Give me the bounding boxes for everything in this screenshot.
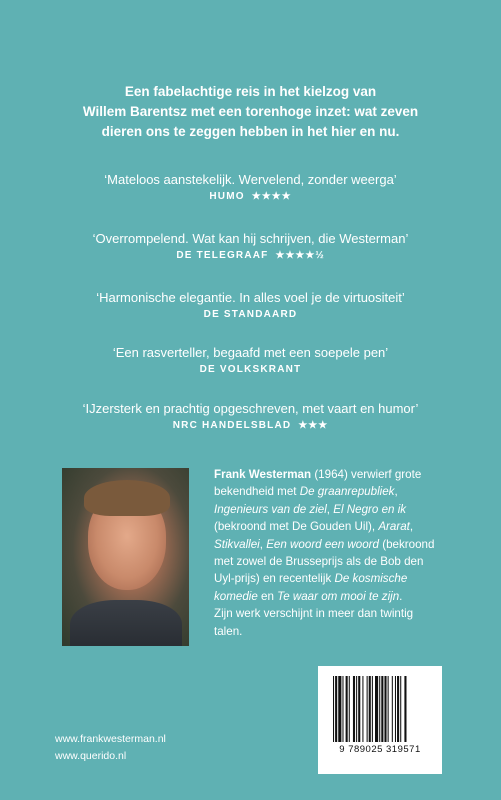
review-quote-volkskrant bbox=[20, 344, 481, 378]
author-bio: Frank Westerman (1964) verwierf grote bekendheid met De graanrepubliek, Ingenieurs van de ziel, El Negro en ik (bekroond met De Gouden Uil), Ararat, Stikvallei, Een woord een woord (bekroond met zowel de Brusseprijs als de Bob den Uyl-prijs) en recentelijk De kosmische komedie en Te waar om mooi te zijn. Zijn werk verschijnt in meer dan twintig talen. bbox=[214, 466, 436, 640]
barcode-bar bbox=[388, 676, 389, 742]
barcode-bar bbox=[372, 676, 373, 742]
quote-text: ‘Overrompelend. Wat kan hij schrijven, die Westerman’ bbox=[92, 231, 409, 246]
review-quote-humo bbox=[20, 171, 481, 205]
barcode-bar bbox=[400, 676, 401, 742]
book-title: De kosmische komedie bbox=[214, 572, 408, 603]
quote-source: NRC HANDELSBLAD bbox=[172, 420, 292, 431]
barcode-bar bbox=[392, 676, 393, 742]
book-title: Te waar om mooi te zijn bbox=[277, 589, 400, 603]
publisher-website-link[interactable]: www.querido.nl bbox=[55, 750, 127, 762]
rating-stars: ★★★★ bbox=[251, 191, 292, 202]
blurb-intro bbox=[40, 82, 461, 142]
book-title: Ararat bbox=[378, 520, 410, 534]
quote-source: HUMO bbox=[209, 191, 245, 202]
barcode-bar bbox=[384, 676, 386, 742]
review-quote-nrc bbox=[20, 400, 481, 434]
book-title: De graanrepubliek bbox=[299, 485, 395, 499]
barcode-bar bbox=[369, 676, 371, 742]
quote-source: DE VOLKSKRANT bbox=[199, 364, 302, 375]
quote-text: ‘Mateloos aanstekelijk. Wervelend, zonder weerga’ bbox=[104, 172, 397, 187]
book-title: Ingenieurs van de ziel bbox=[214, 502, 327, 516]
blurb-line: dieren ons te zeggen hebben in het hier en nu. bbox=[101, 124, 400, 139]
quote-text: ‘IJzersterk en prachtig opgeschreven, met vaart en humor’ bbox=[82, 401, 419, 416]
barcode-bar bbox=[397, 676, 399, 742]
barcode-bar bbox=[381, 676, 383, 742]
barcode-bar bbox=[367, 676, 368, 742]
barcode-bar bbox=[404, 676, 406, 742]
barcode-bars bbox=[333, 676, 427, 742]
barcode-bar bbox=[358, 676, 360, 742]
review-quote-standaard bbox=[20, 289, 481, 323]
rating-stars: ★★★ bbox=[298, 420, 329, 431]
barcode-bar bbox=[395, 676, 396, 742]
book-title: Een woord een woord bbox=[266, 537, 379, 551]
website-links bbox=[55, 731, 166, 765]
barcode-bar bbox=[349, 676, 350, 742]
author-website-link[interactable]: www.frankwesterman.nl bbox=[55, 733, 166, 745]
rating-stars: ★★★★½ bbox=[275, 250, 325, 261]
review-quote-telegraaf bbox=[20, 230, 481, 264]
barcode-bar bbox=[353, 676, 355, 742]
barcode-bar bbox=[335, 676, 337, 742]
barcode-bar bbox=[375, 676, 378, 742]
barcode-bar bbox=[342, 676, 343, 742]
book-title: El Negro en ik bbox=[333, 502, 407, 516]
isbn-barcode bbox=[318, 666, 442, 774]
author-name: Frank Westerman bbox=[214, 468, 312, 481]
barcode-bar bbox=[362, 676, 363, 742]
quote-text: ‘Harmonische elegantie. In alles voel je de virtuositeit’ bbox=[96, 290, 405, 305]
barcode-bar bbox=[333, 676, 334, 742]
barcode-bar bbox=[356, 676, 357, 742]
isbn-number: 9 789025 319571 bbox=[339, 744, 421, 755]
bio-translations: Zijn werk verschijnt in meer dan twintig talen. bbox=[214, 607, 414, 638]
blurb-line: Willem Barentsz met een torenhoge inzet: wat zeven bbox=[82, 104, 419, 119]
barcode-bar bbox=[338, 676, 341, 742]
barcode-bar bbox=[379, 676, 380, 742]
author-photo bbox=[62, 468, 189, 646]
quote-source: DE STANDAARD bbox=[203, 309, 298, 320]
book-title: Stikvallei bbox=[214, 537, 260, 551]
quote-text: ‘Een rasverteller, begaafd met een soepele pen’ bbox=[112, 345, 389, 360]
quote-source: DE TELEGRAAF bbox=[176, 250, 269, 261]
barcode-bar bbox=[346, 676, 348, 742]
blurb-line: Een fabelachtige reis in het kielzog van bbox=[124, 84, 377, 99]
